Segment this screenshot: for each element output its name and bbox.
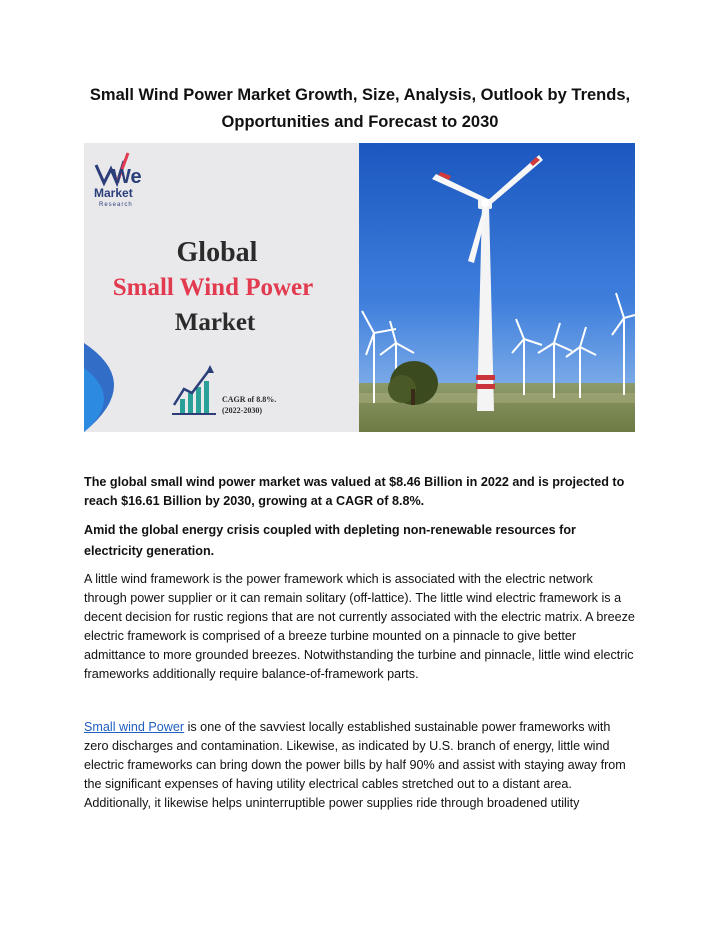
logo-we: We — [112, 166, 142, 188]
lead-paragraph: The global small wind power market was valued at $8.46 Billion in 2022 and is projected to reach $16.61 Billion by 2030, growing at a CAGR of 8.8%. — [84, 475, 625, 508]
banner-cagr-line-2: (2022-2030) — [222, 406, 262, 415]
small-wind-power-link[interactable]: Small wind Power — [84, 720, 185, 734]
body-paragraph-2-text: is one of the savviest locally established sustainable power frameworks with zero discharges and contamination. Likewise, as indicated by U.S. branch of energy, little wind electric frameworks can bring down the power bills by half 90% and assist with staying away from the significant expenses of having utility electrical cables stretched out to a distant area. Additionally, it likewise helps uninterruptible power supplies ride through broadened utility — [84, 720, 626, 810]
title-line-1: Small Wind Power Market Growth, Size, Analysis, Outlook by Trends, — [89, 86, 631, 104]
banner-heading-line-1: Global — [176, 237, 258, 268]
banner-image — [84, 143, 635, 432]
body-paragraph-2 — [84, 718, 636, 813]
banner-heading-line-3: Market — [174, 309, 256, 336]
banner-cagr-line-1: CAGR of 8.8%. — [222, 395, 277, 404]
subheading: Amid the global energy crisis coupled with depleting non-renewable resources for electricity generation. — [84, 523, 576, 558]
logo-research: Research — [99, 202, 133, 208]
logo-market: Market — [94, 186, 133, 200]
banner-heading-line-2: Small Wind Power — [112, 274, 314, 301]
document-title — [60, 82, 660, 136]
title-line-2: Opportunities and Forecast to 2030 — [221, 113, 499, 131]
body-paragraph-1: A little wind framework is the power framework which is associated with the electric network through power supplier or it can remain solitary (off-lattice). The little wind electric framework is a decent decision for rustic regions that are not currently associated with the electric matrix. A breeze electric framework is comprised of a breeze turbine mounted on a pinnacle to give better admittance to more grounded breezes. Notwithstanding the turbine and pinnacle, little wind electric frameworks additionally require balance-of-framework parts. — [84, 572, 635, 681]
